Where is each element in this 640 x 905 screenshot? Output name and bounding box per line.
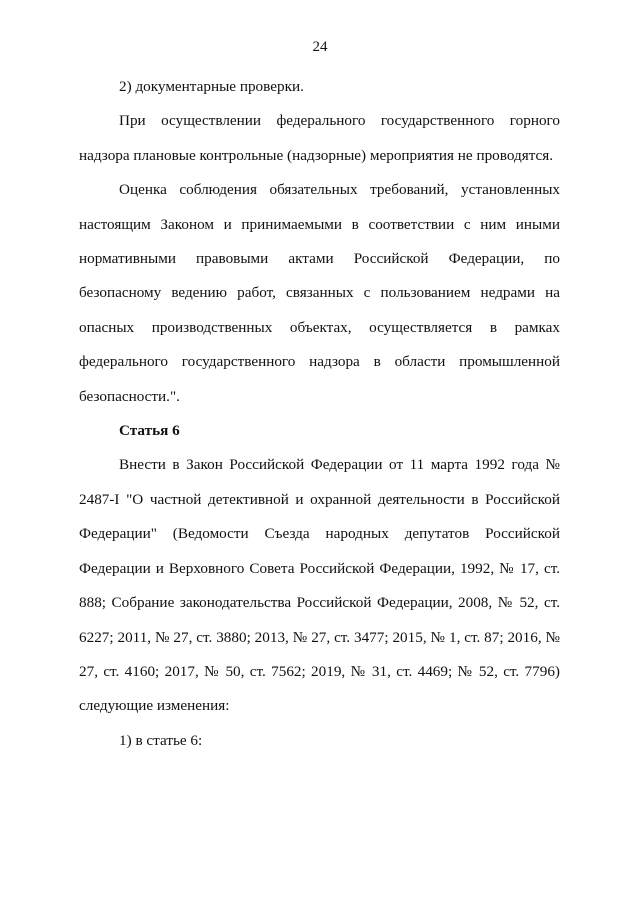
paragraph-law-amendment: Внести в Закон Российской Федерации от 11 марта 1992 года № 2487-I "О частной детективной и охранной деятельности в Российской Федерации" (Ведомости Съезда народных депутатов Российской Федерации и Верховного Совета Российской Федерации, 1992, № 17, ст. 888; Собрание законодательства Российской Федерации, 2008, № 52, ст. 6227; 2011, № 27, ст. 3880; 2013, № 27, ст. 3477; 2015, № 1, ст. 87; 2016, № 27, ст. 4160; 2017, № 50, ст. 7562; 2019, № 31, ст. 4469; № 52, ст. 7796) следующие изменения:: [79, 456, 560, 715]
paragraph-article-6-item: 1) в статье 6:: [119, 731, 203, 749]
document-body: [79, 70, 560, 758]
page-number: 24: [312, 39, 328, 55]
article-heading: Статья 6: [119, 422, 180, 440]
paragraph-documentary-checks: 2) документарные проверки.: [119, 78, 304, 95]
paragraph-compliance-assessment: Оценка соблюдения обязательных требований, установленных настоящим Законом и принимаемыми в соответствии с ним иными нормативными правовыми актами Российской Федерации, по безопасному ведению работ, связанных с пользованием недрами на опасных производственных объектах, осуществляется в рамках федерального государственного надзора в области промышленной безопасности.".: [79, 181, 560, 405]
paragraph-mining-supervision: При осуществлении федерального государственного горного надзора плановые контрольные (надзорные) мероприятия не проводятся.: [79, 112, 560, 164]
